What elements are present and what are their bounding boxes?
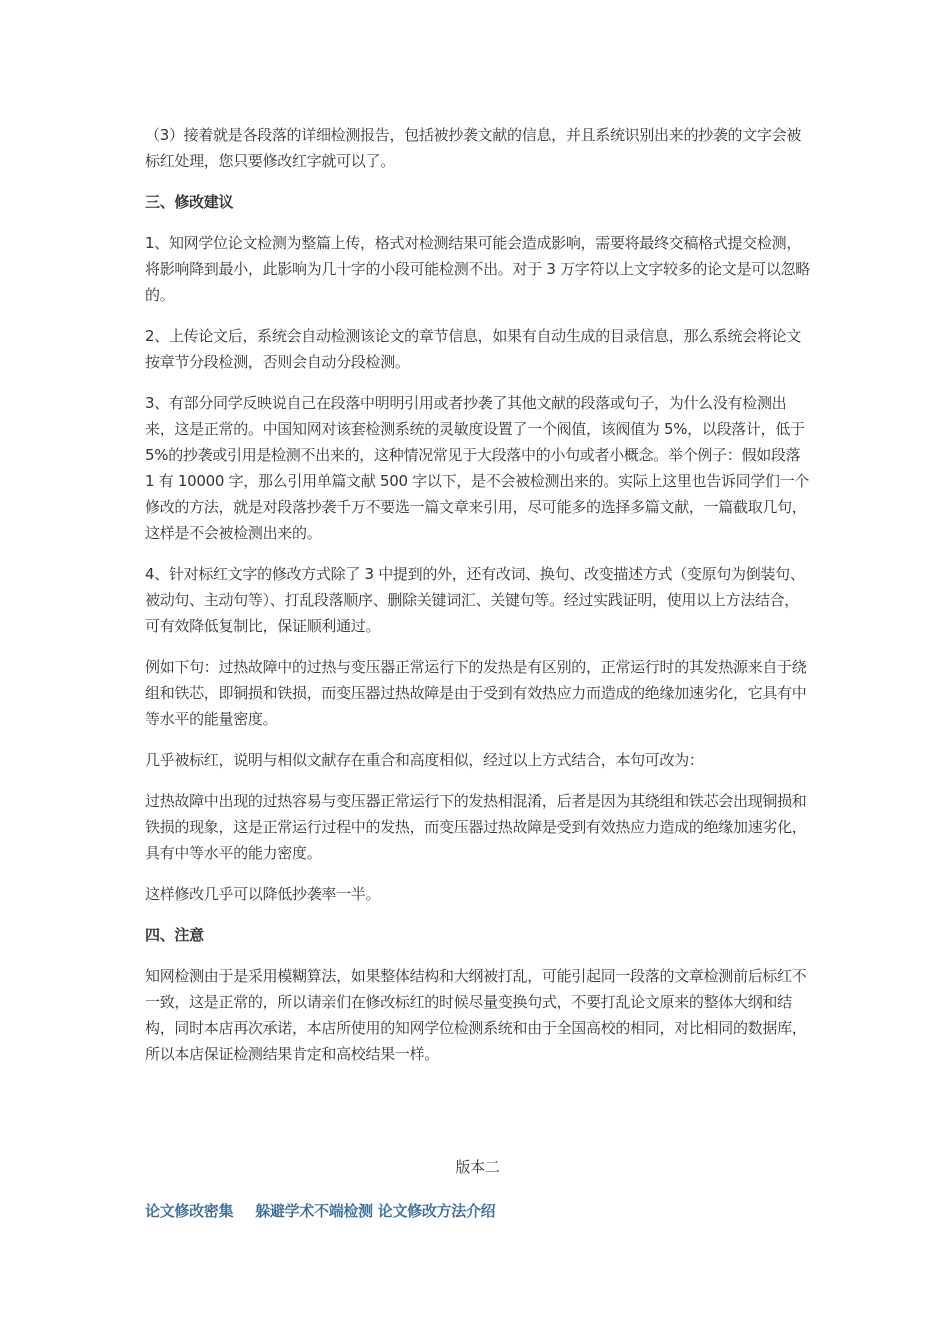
- paragraph-notes: 知网检测由于是采用模糊算法，如果整体结构和大纲被打乱，可能引起同一段落的文章检测前后标红不一致，这是正常的，所以请亲们在修改标红的时候尽量变换句式，不要打乱论文原来的整体大纲和结构，同时本店再次承诺，本店所使用的知网学位检测系统和由于全国高校的相同，对比相同的数据库，所以本店保证检测结果肯定和高校结果一样。: [145, 967, 807, 1063]
- paragraph-example-intro: 几乎被标红，说明与相似文献存在重合和高度相似，经过以上方式结合，本句可改为：: [145, 751, 704, 769]
- link-thesis-revision[interactable]: 论文修改密集: [145, 1202, 234, 1220]
- section-heading-suggestions: 三、修改建议: [145, 193, 234, 211]
- link-revision-methods[interactable]: 论文修改方法介绍: [377, 1202, 496, 1220]
- paragraph-detail-report: （3）接着就是各段落的详细检测报告，包括被抄袭文献的信息，并且系统识别出来的抄袭的文字会被标红处理，您只要修改红字就可以了。: [145, 126, 802, 170]
- paragraph-suggestion-4: 4、针对标红文字的修改方式除了 3 中提到的外，还有改词、换句、改变描述方式（变原句为倒装句、被动句、主动句等）、打乱段落顺序、删除关键词汇、关键句等。经过实践证明，使用以上方法结合，可有效降低复制比，保证顺利通过。: [145, 565, 805, 635]
- version-label: 版本二: [455, 1158, 500, 1176]
- paragraph-example-original: 例如下句：过热故障中的过热与变压器正常运行下的发热是有区别的，正常运行时的其发热源来自于绕组和铁芯，即铜损和铁损，而变压器过热故障是由于受到有效热应力而造成的绝缘加速劣化，它具有中等水平的能量密度。: [145, 658, 807, 728]
- paragraph-result: 这样修改几乎可以降低抄袭率一半。: [145, 885, 381, 903]
- section-heading-notes: 四、注意: [145, 926, 204, 944]
- paragraph-suggestion-2: 2、上传论文后，系统会自动检测该论文的章节信息，如果有自动生成的目录信息，那么系统会将论文按章节分段检测，否则会自动分段检测。: [145, 327, 802, 371]
- related-links: [145, 1198, 810, 1224]
- document-body: [145, 122, 810, 1224]
- paragraph-suggestion-1: 1、知网学位论文检测为整篇上传，格式对检测结果可能会造成影响，需要将最终交稿格式提交检测，将影响降到最小，此影响为几十字的小段可能检测不出。对于 3 万字符以上文字较多的论文是可以忽略的。: [145, 234, 810, 304]
- link-avoid-detection[interactable]: 躲避学术不端检测: [255, 1202, 373, 1220]
- paragraph-example-revised: 过热故障中出现的过热容易与变压器正常运行下的发热相混淆，后者是因为其绕组和铁芯会出现铜损和铁损的现象，这是正常运行过程中的发热，而变压器过热故障是受到有效热应力造成的绝缘加速劣化，具有中等水平的能力密度。: [145, 792, 807, 862]
- paragraph-suggestion-3: 3、有部分同学反映说自己在段落中明明引用或者抄袭了其他文献的段落或句子，为什么没有检测出来，这是正常的。中国知网对该套检测系统的灵敏度设置了一个阀值，该阀值为 5%，以段落计，低于 5%的抄袭或引用是检测不出来的，这种情况常见于大段落中的小句或者小概念。举个例子：假如段落 1 有 10000 字，那么引用单篇文献 500 字以下，是不会被检测出来的。实际上这里也告诉同学们一个修改的方法，就是对段落抄袭千万不要选一篇文章来引用，尽可能多的选择多篇文献，一篇截取几句，这样是不会被检测出来的。: [145, 394, 810, 542]
